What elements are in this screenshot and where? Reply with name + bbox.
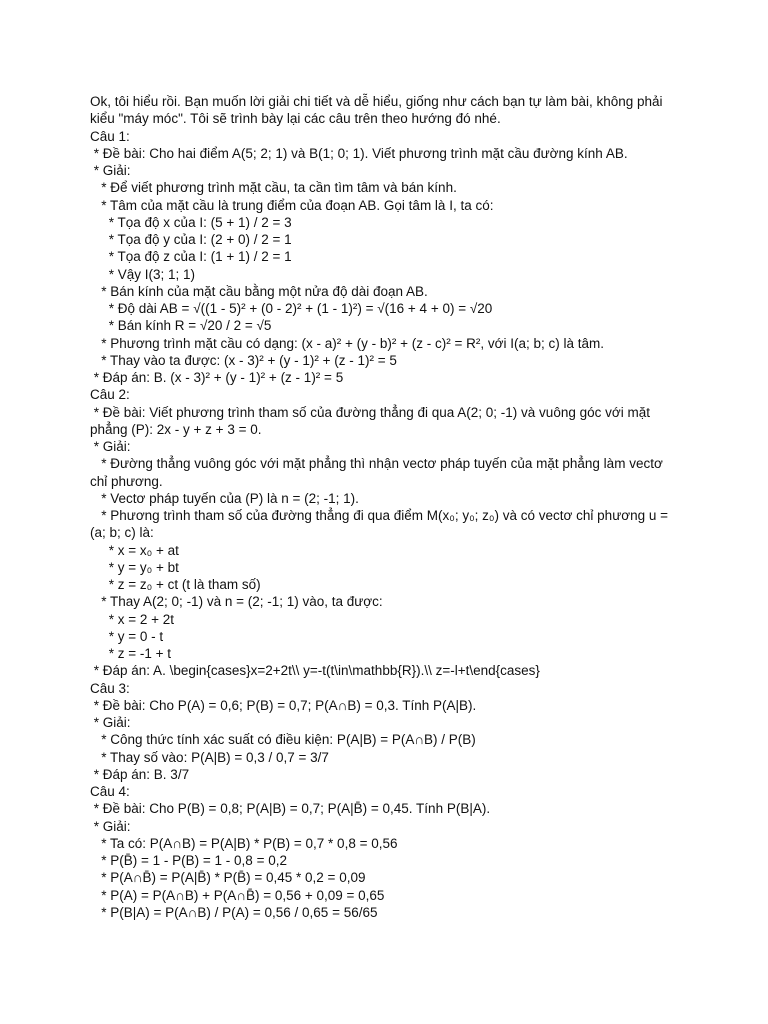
text-line: * Để viết phương trình mặt cầu, ta cần tìm tâm và bán kính. xyxy=(90,180,457,196)
text-line: * Đáp án: B. (x - 3)² + (y - 1)² + (z - 1)² = 5 xyxy=(90,370,344,385)
text-line: * Đường thẳng vuông góc với mặt phẳng thì nhận vectơ pháp tuyến của mặt phẳng làm vectơ xyxy=(90,456,663,472)
text-line: * Giải: xyxy=(90,439,131,454)
text-line: * Thay số vào: P(A|B) = 0,3 / 0,7 = 3/7 xyxy=(90,749,329,765)
text-line: * Phương trình tham số của đường thẳng đi qua điểm M(x₀; y₀; z₀) và có vectơ chỉ phương u = xyxy=(90,508,668,523)
text-line: Câu 3: xyxy=(90,680,130,696)
text-line: Câu 4: xyxy=(90,784,130,799)
text-line: * z = -1 + t xyxy=(90,646,172,661)
text-line: * Giải: xyxy=(90,163,131,178)
text-line: * Thay vào ta được: (x - 3)² + (y - 1)² + (z - 1)² = 5 xyxy=(90,352,397,368)
text-line: * Tọa độ z của I: (1 + 1) / 2 = 1 xyxy=(90,249,292,265)
text-line: * Tọa độ x của I: (5 + 1) / 2 = 3 xyxy=(90,214,292,230)
text-line: phẳng (P): 2x - y + z + 3 = 0. xyxy=(90,421,262,437)
text-line: * P(A) = P(A∩B) + P(A∩B̄) = 0,56 + 0,09 = 0,65 xyxy=(90,887,385,903)
text-line: * Thay A(2; 0; -1) và n = (2; -1; 1) vào, ta được: xyxy=(90,594,383,610)
text-line: * Bán kính của mặt cầu bằng một nửa độ dài đoạn AB. xyxy=(90,283,428,299)
text-line: * Độ dài AB = √((1 - 5)² + (0 - 2)² + (1 - 1)²) = √(16 + 4 + 0) = √20 xyxy=(90,301,493,316)
text-line: * Giải: xyxy=(90,818,131,834)
text-line: * x = 2 + 2t xyxy=(90,611,175,627)
text-line: * y = y₀ + bt xyxy=(90,559,179,575)
text-line: * P(B̄) = 1 - P(B) = 1 - 0,8 = 0,2 xyxy=(90,853,287,868)
text-line: * Đề bài: Viết phương trình tham số của đường thẳng đi qua A(2; 0; -1) và vuông góc với mặt xyxy=(90,404,650,420)
text-line: * Phương trình mặt cầu có dạng: (x - a)² + (y - b)² + (z - c)² = R², với I(a; b; c) là tâm. xyxy=(90,335,605,351)
text-line: * Vectơ pháp tuyến của (P) là n = (2; -1; 1). xyxy=(90,490,359,506)
text-line: * Vậy I(3; 1; 1) xyxy=(90,266,196,282)
text-line: * y = 0 - t xyxy=(90,628,164,644)
text-line: * Bán kính R = √20 / 2 = √5 xyxy=(90,318,272,334)
text-line: * z = z₀ + ct (t là tham số) xyxy=(90,577,261,592)
text-line: * Đáp án: B. 3/7 xyxy=(90,766,190,782)
text-line: Ok, tôi hiểu rồi. Bạn muốn lời giải chi tiết và dễ hiểu, giống như cách bạn tự làm bài, không phải xyxy=(90,94,663,109)
text-line: * Giải: xyxy=(90,715,131,730)
text-line: * Đề bài: Cho P(B) = 0,8; P(A|B) = 0,7; P(A|B̄) = 0,45. Tính P(B|A). xyxy=(90,801,491,817)
text-line: * Tọa độ y của I: (2 + 0) / 2 = 1 xyxy=(90,232,292,247)
text-line: * x = x₀ + at xyxy=(90,542,179,558)
text-line: Câu 1: xyxy=(90,128,130,144)
text-line: * Tâm của mặt cầu là trung điểm của đoạn AB. Gọi tâm là I, ta có: xyxy=(90,197,494,213)
text-line: * P(B|A) = P(A∩B) / P(A) = 0,56 / 0,65 = 56/65 xyxy=(90,904,378,920)
text-line: Câu 2: xyxy=(90,387,130,403)
text-line: * Đề bài: Cho hai điểm A(5; 2; 1) và B(1; 0; 1). Viết phương trình mặt cầu đường kính AB. xyxy=(90,145,628,161)
text-line: * P(A∩B̄) = P(A|B̄) * P(B̄) = 0,45 * 0,2 = 0,09 xyxy=(90,870,366,886)
text-line: * Công thức tính xác suất có điều kiện: P(A|B) = P(A∩B) / P(B) xyxy=(90,732,476,748)
text-line: * Ta có: P(A∩B) = P(A|B) * P(B) = 0,7 * 0,8 = 0,56 xyxy=(90,835,398,851)
text-line: * Đề bài: Cho P(A) = 0,6; P(B) = 0,7; P(A∩B) = 0,3. Tính P(A|B). xyxy=(90,697,477,713)
text-line: chỉ phương. xyxy=(90,473,163,489)
text-line: (a; b; c) là: xyxy=(90,525,154,541)
document-body xyxy=(90,93,690,921)
text-line: * Đáp án: A. \begin{cases}x=2+2t\\ y=-t(t\in\mathbb{R}).\\ z=-l+t\end{cases} xyxy=(90,663,540,679)
text-line: kiểu "máy móc". Tôi sẽ trình bày lại các câu trên theo hướng đó nhé. xyxy=(90,111,501,127)
